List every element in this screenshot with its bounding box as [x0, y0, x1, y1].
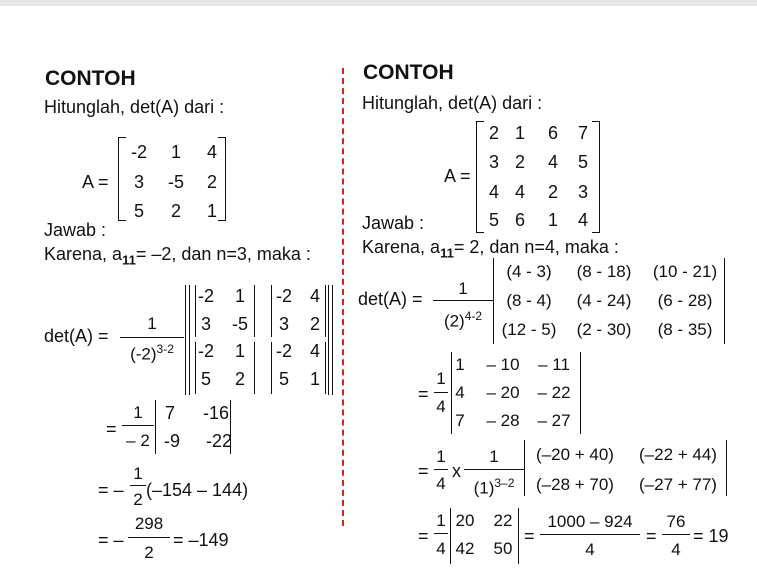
- right-a-cell: 2: [547, 182, 558, 202]
- left-minor-cell: 5: [278, 369, 289, 389]
- left-step2-bar: [122, 425, 154, 426]
- right-big-cell: (2 - 30): [576, 320, 632, 339]
- left-minor-cell: 1: [234, 341, 245, 361]
- left-step3-expr: (–154 – 144): [146, 480, 249, 500]
- left-a-cell: 4: [206, 142, 217, 162]
- right-step4-det-r: [518, 508, 519, 564]
- right-big-cell: (4 - 24): [576, 291, 632, 310]
- left-a-cell: 1: [206, 201, 217, 221]
- right-big-cell: (12 - 5): [501, 320, 557, 339]
- right-step2-cell: – 22: [537, 383, 571, 402]
- left-minor-cell: 3: [278, 314, 289, 334]
- left-answer-label: Jawab :: [44, 220, 107, 240]
- right-frac-bar: [433, 300, 493, 301]
- right-step3-det-r: [726, 440, 727, 496]
- left-minor-cell: 4: [309, 286, 320, 306]
- right-frac-den: $(2)^{4-2}$: [443, 309, 483, 331]
- left-because-line: Karena, $a_{11}= -2$, dan n=3, maka :: [44, 244, 311, 268]
- left-step3-eq: = –: [98, 480, 124, 500]
- right-step4-eq: =: [418, 526, 429, 546]
- left-minor-cell: -2: [197, 341, 214, 361]
- left-minor-cell: 2: [234, 369, 245, 389]
- right-step3-den: 4: [436, 474, 446, 493]
- right-step4-bar: [434, 533, 448, 534]
- left-step2-den: – 2: [126, 431, 150, 450]
- left-bracket-open: [118, 137, 126, 221]
- left-step2-det-l: [155, 400, 156, 454]
- right-step3-cell: (–20 + 40): [536, 445, 614, 464]
- right-a-cell: 2: [514, 152, 525, 172]
- left-a-cell: 2: [170, 201, 181, 221]
- left-a-cell: 1: [170, 142, 181, 162]
- left-minor-cell: 1: [309, 369, 320, 389]
- right-step3-cell: (–27 + 77): [639, 475, 717, 494]
- right-step3-den2: $(1)^{3-2}$: [473, 476, 515, 498]
- right-step3-num: 1: [436, 447, 446, 466]
- right-step4-bar3: [662, 534, 690, 535]
- left-step2-cell: 7: [164, 403, 175, 423]
- right-step2-cell: – 11: [538, 355, 570, 374]
- left-step2-eq: =: [106, 419, 117, 439]
- right-answer-label: Jawab :: [362, 213, 425, 233]
- right-a-cell: 3: [577, 182, 588, 202]
- right-step4-cell: 50: [493, 539, 513, 558]
- left-frac-num: 1: [147, 314, 157, 333]
- right-big-cell: (6 - 28): [657, 291, 713, 310]
- right-a-cell: 6: [514, 210, 525, 230]
- left-minor-cell: 3: [200, 314, 211, 334]
- right-a-cell: 7: [577, 123, 588, 143]
- left-minor-cell: 1: [234, 286, 245, 306]
- right-step3-bar2: [464, 469, 524, 470]
- right-step2-cell: – 10: [486, 355, 520, 374]
- right-step2-cell: 1: [455, 355, 465, 374]
- left-frac-bar: [120, 337, 184, 338]
- left-minor-cell: 5: [200, 369, 211, 389]
- right-because-line: Karena, $a_{11}= 2$, dan n=4, maka :: [362, 237, 619, 261]
- right-step4-eq2: =: [524, 526, 535, 546]
- left-a-cell: 2: [206, 172, 217, 192]
- right-step3-eq: =: [418, 461, 429, 481]
- left-prompt: Hitunglah, det(A) dari :: [44, 97, 225, 117]
- right-step2-cell: – 27: [537, 411, 571, 430]
- right-step2-det-r: [580, 352, 581, 434]
- right-step3-cell: (–28 + 70): [536, 475, 614, 494]
- left-minor-cell: 2: [309, 314, 320, 334]
- right-det-label: det(A) =: [358, 289, 423, 309]
- right-step4-result: = 19: [693, 526, 729, 546]
- column-divider: [342, 68, 344, 526]
- right-a-cell: 5: [488, 210, 499, 230]
- left-outer-bar-r2: [332, 285, 333, 395]
- left-step4-bar: [128, 537, 170, 538]
- left-step2-num: 1: [133, 403, 143, 422]
- right-big-cell: (8 - 35): [657, 320, 713, 339]
- left-outer-bar-l1: [185, 285, 186, 395]
- right-a-cell: 3: [488, 152, 499, 172]
- right-step4-bar2: [540, 534, 640, 535]
- left-minor-cell: -5: [231, 314, 248, 334]
- right-step2-den: 4: [436, 397, 446, 416]
- left-step2-cell: -22: [206, 431, 233, 451]
- right-heading: CONTOH: [363, 61, 454, 84]
- right-step2-cell: – 28: [486, 411, 520, 430]
- left-minor-cell: -2: [275, 341, 292, 361]
- right-step3-times: x: [452, 461, 461, 481]
- right-prompt: Hitunglah, det(A) dari :: [362, 93, 543, 113]
- right-step4-eq3: =: [646, 526, 657, 546]
- right-step4-det-l: [450, 508, 451, 564]
- left-step3-den: 2: [133, 490, 143, 509]
- right-a-cell: 4: [488, 182, 499, 202]
- left-outer-bar-r1: [328, 285, 329, 395]
- right-step4-cell: 22: [493, 511, 513, 530]
- right-step3-bar: [434, 469, 448, 470]
- right-step2-bar: [434, 392, 448, 393]
- right-step4-den: 4: [436, 539, 446, 558]
- right-a-cell: 1: [547, 210, 558, 230]
- right-step2-num: 1: [436, 369, 446, 388]
- right-step2-cell: 7: [455, 411, 465, 430]
- right-a-cell: 1: [514, 123, 525, 143]
- left-step3-num: 1: [133, 464, 143, 483]
- right-step4-num3: 76: [666, 512, 686, 531]
- right-step4-den3: 4: [671, 540, 681, 559]
- right-a-cell: 4: [514, 182, 525, 202]
- left-step4-num: 298: [134, 514, 164, 533]
- right-a-cell: 4: [547, 152, 558, 172]
- left-frac-den: $(-2)^{3-2}$: [130, 342, 174, 364]
- right-big-cell: (4 - 3): [506, 262, 552, 281]
- left-det-label: det(A) =: [44, 326, 109, 346]
- top-bar: [0, 0, 757, 6]
- left-minor-cell: -2: [275, 286, 292, 306]
- right-matrix-label: A =: [444, 166, 471, 186]
- left-matrix-label: A =: [82, 172, 109, 192]
- right-step3-cell: (–22 + 44): [639, 445, 717, 464]
- left-a-cell: 5: [133, 201, 144, 221]
- left-minor-cell: 4: [309, 341, 320, 361]
- right-a-cell: 4: [577, 210, 588, 230]
- left-heading: CONTOH: [45, 67, 136, 90]
- right-step2-eq: =: [418, 384, 429, 404]
- right-frac-num: 1: [458, 279, 468, 298]
- right-step4-num: 1: [436, 511, 446, 530]
- right-step2-cell: 4: [455, 383, 465, 402]
- left-a-cell: 3: [133, 172, 144, 192]
- left-minor-bar: [254, 285, 255, 337]
- left-minor-cell: -2: [197, 286, 214, 306]
- left-step2-cell: -16: [203, 403, 230, 423]
- right-big-cell: (8 - 18): [576, 262, 632, 281]
- right-step4-num2: 1000 – 924: [547, 512, 633, 531]
- left-outer-bar-l2: [189, 285, 190, 395]
- right-big-cell: (10 - 21): [652, 262, 718, 281]
- right-step3-det-l: [524, 440, 525, 496]
- left-step4-den: 2: [144, 543, 154, 562]
- left-minor-bar: [254, 342, 255, 394]
- right-step3-num2: 1: [489, 447, 499, 466]
- left-a-cell: -5: [167, 172, 184, 192]
- right-step2-cell: – 20: [486, 383, 520, 402]
- left-step4-result: = –149: [173, 530, 229, 550]
- left-step4-eq: = –: [98, 530, 124, 550]
- right-step4-den2: 4: [585, 540, 595, 559]
- left-step3-bar: [130, 485, 146, 486]
- right-step4-cell: 20: [455, 511, 475, 530]
- left-a-cell: -2: [130, 142, 147, 162]
- right-step4-cell: 42: [455, 539, 475, 558]
- right-a-cell: 6: [547, 123, 558, 143]
- right-a-cell: 2: [488, 123, 499, 143]
- right-a-cell: 5: [577, 152, 588, 172]
- left-step2-cell: -9: [163, 431, 180, 451]
- right-big-cell: (8 - 4): [506, 291, 552, 310]
